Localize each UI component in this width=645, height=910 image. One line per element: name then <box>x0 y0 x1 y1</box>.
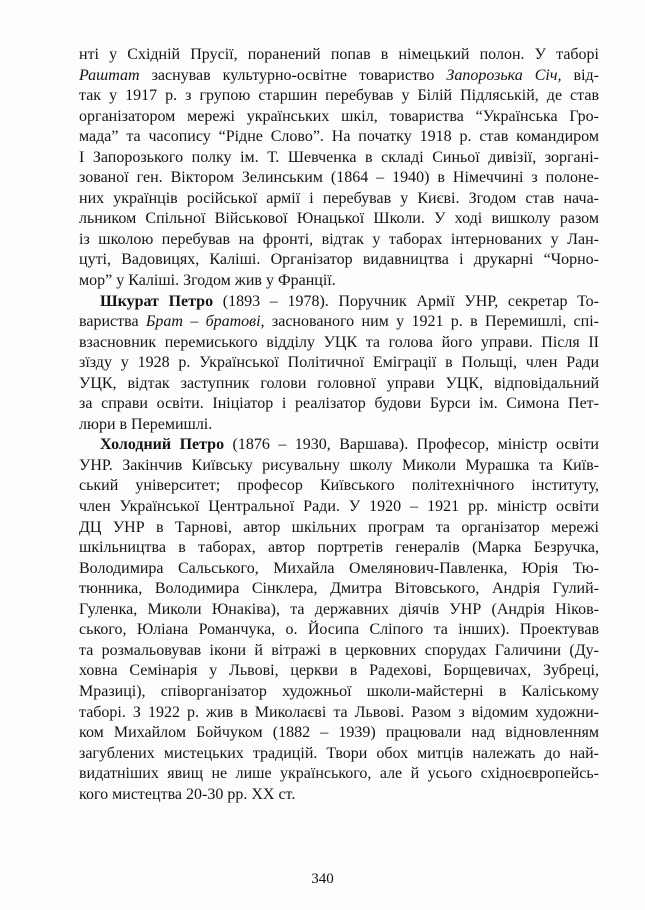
text-line <box>79 66 599 87</box>
text-run: зованої ген. Віктором Зелинським (1864 – 1940) в Німеччині з полоне- <box>79 169 599 187</box>
text-run: заснував культурно-освітне товариство <box>139 66 447 84</box>
text-line <box>79 148 599 169</box>
text-line <box>79 45 599 66</box>
text-line <box>79 168 599 189</box>
text-run: мор” у Каліші. Згодом жив у Франції. <box>79 272 336 290</box>
text-line <box>79 435 599 456</box>
text-run: таборі. З 1922 р. жив в Миколаєві та Львові. Разом з відомим художни- <box>79 703 599 721</box>
text-run: ського, Юліана Романчука, о. Йосипа Сліпого та інших). Проектував <box>79 621 599 639</box>
text-line <box>79 353 599 374</box>
italic-title: Запорозька Січ, <box>446 66 562 84</box>
text-line <box>79 682 599 703</box>
italic-title: Брат – братові, <box>145 313 265 331</box>
page-number: 340 <box>311 871 334 887</box>
text-run: від- <box>561 66 599 84</box>
text-line <box>79 518 599 539</box>
text-run: видатніших явищ не лише українського, але й усього східноєвропейсь- <box>79 765 599 783</box>
text-line <box>79 497 599 518</box>
text-line <box>79 86 599 107</box>
body-text <box>79 45 599 805</box>
text-line <box>79 250 599 271</box>
text-line <box>79 559 599 580</box>
text-line <box>79 476 599 497</box>
text-run: ський університет; професор Київського політехнічного інституту, <box>79 477 599 495</box>
text-line <box>79 312 599 333</box>
text-line <box>79 579 599 600</box>
text-line <box>79 394 599 415</box>
text-run: (1893 – 1978). Поручник Армії УНР, секретар То- <box>213 292 600 310</box>
paragraph-entry-shkurat <box>79 292 599 436</box>
text-run: (1876 – 1930, Варшава). Професор, міністр освіти <box>224 436 599 454</box>
paragraph-entry-continuation <box>79 45 599 292</box>
text-run: УНР. Закінчив Київську рисувальну школу Миколи Мурашка та Київ- <box>79 456 599 474</box>
text-line <box>79 374 599 395</box>
text-run: тюнника, Володимира Сінклера, Дмитра Вітовського, Андрія Гулий- <box>79 580 599 598</box>
text-run: мада” та часопису “Рідне Слово”. На початку 1918 р. став командиром <box>79 128 599 146</box>
text-run: ком Михайлом Бойчуком (1882 – 1939) працювали над відновленням <box>79 724 599 742</box>
text-line <box>79 723 599 744</box>
text-run: взасновник перемиського відділу УЦК та голова його управи. Після ІІ <box>79 333 599 351</box>
text-run: заснованого ним у 1921 р. в Перемишлі, спі- <box>264 313 599 331</box>
text-run: загублених мистецьких традицій. Твори обох митців належать до най- <box>79 744 599 762</box>
text-line <box>79 271 599 292</box>
text-run: організатором мережі українських шкіл, товариства “Українська Гро- <box>79 107 599 125</box>
text-run: УЦК, відтак заступник голови головної управи УЦК, відповідальний <box>79 374 599 392</box>
text-line <box>79 230 599 251</box>
text-run: них українців російської армії і перебував у Києві. Згодом став нача- <box>79 189 599 207</box>
text-run: ДЦ УНР в Тарнові, автор шкільних програм та організатор мережі <box>79 518 599 536</box>
text-run: шкільництва в таборах, автор портретів генералів (Марка Безручка, <box>79 539 599 557</box>
text-run: кого мистецтва 20-30 рр. ХХ ст. <box>79 785 296 803</box>
text-line <box>79 333 599 354</box>
text-run: Гуленка, Миколи Юнаківа), та державних діячів УНР (Андрія Ніков- <box>79 600 599 618</box>
text-line <box>79 107 599 128</box>
text-line <box>79 641 599 662</box>
text-line <box>79 209 599 230</box>
entry-name: Шкурат Петро <box>100 292 214 310</box>
text-run: цуті, Вадовицях, Каліші. Організатор видавництва і друкарні “Чорно- <box>79 251 599 269</box>
text-line <box>79 127 599 148</box>
entry-name: Холодний Петро <box>100 436 225 454</box>
text-run: Володимира Сальського, Михайла Омелянович-Павленка, Юрія Тю- <box>79 559 599 577</box>
text-run: та розмальовував ікони й вітражі в церковних спорудах Галичини (Ду- <box>79 641 599 659</box>
text-run: ховна Семінарія у Львові, церкви в Радехові, Борщевичах, Зубреці, <box>79 662 599 680</box>
text-line <box>79 620 599 641</box>
text-run: люри в Перемишлі. <box>79 415 213 433</box>
text-line <box>79 538 599 559</box>
text-line <box>79 703 599 724</box>
paragraph-entry-kholodnyi <box>79 435 599 805</box>
text-line <box>79 600 599 621</box>
text-line <box>79 661 599 682</box>
text-line <box>79 764 599 785</box>
text-line <box>79 785 599 806</box>
text-run: так у 1917 р. з групою старшин перебував у Білій Підляській, де став <box>79 87 599 105</box>
text-line <box>79 292 599 313</box>
text-line <box>79 744 599 765</box>
text-run: із школою перебував на фронті, відтак у таборах інтернованих у Лан- <box>79 230 599 248</box>
text-run: льником Спільної Військової Юнацької Школи. У ході вишколу разом <box>79 210 599 228</box>
text-line <box>79 415 599 436</box>
text-run: за справи освіти. Ініціатор і реалізатор будови Бурси ім. Симона Пет- <box>79 395 599 413</box>
text-run: нті у Східній Прусії, поранений попав в німецький полон. У таборі <box>79 46 599 63</box>
text-line <box>79 189 599 210</box>
text-line <box>79 456 599 477</box>
italic-title: Раштат <box>79 66 140 84</box>
text-run: зїзду у 1928 р. Української Політичної Еміграції в Польщі, член Ради <box>79 354 599 372</box>
text-run: вариства <box>79 313 146 331</box>
text-run: І Запорозького полку ім. Т. Шевченка в складі Синьої дивізії, зоргані- <box>79 148 599 166</box>
text-run: Мразиці), співорганізатор художньої школи-майстерні в Каліському <box>79 682 599 700</box>
text-run: член Української Центральної Ради. У 1920 – 1921 рр. міністр освіти <box>79 498 599 516</box>
